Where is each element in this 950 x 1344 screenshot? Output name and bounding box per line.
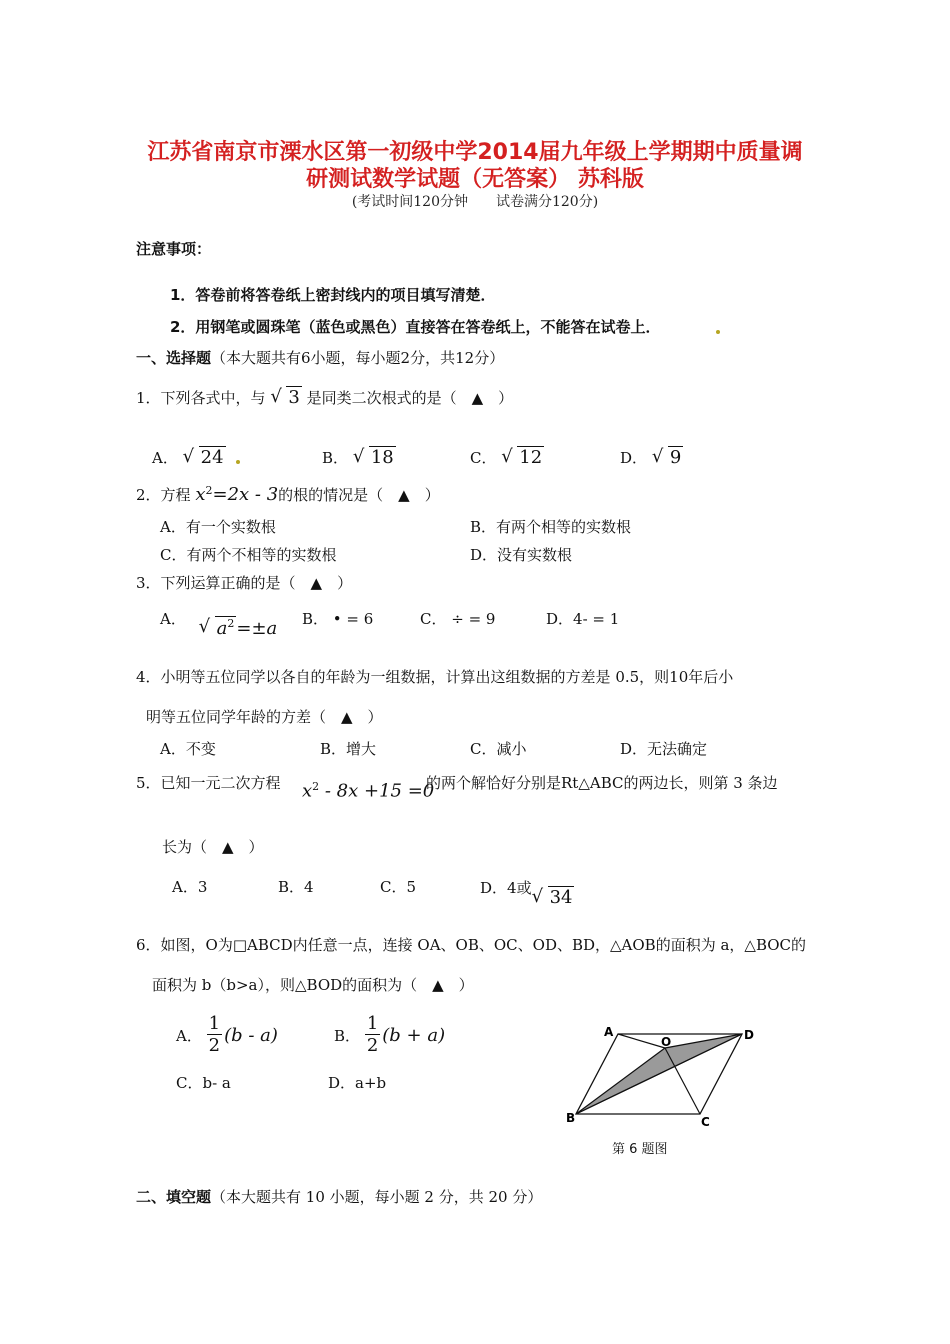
q6-stem-line1: 6．如图，O为□ABCD内任意一点，连接 OA、OB、OC、OD、BD，△AOB的面积为 a，△BOC的 [136,936,807,954]
q1-option-c: C． √ 12 [470,446,543,468]
q3-option-c: C． ÷ = 9 [420,610,496,628]
section2-note: （本大题共有 10 小题，每小题 2 分，共 20 分） [211,1188,543,1206]
q6-option-c: C．b- a [176,1074,231,1092]
section1-heading-row [136,347,504,368]
notice-heading: 注意事项： [136,240,212,258]
q2-stem: 2．方程 $x^2=2x - 3$的根的情况是（ ▲ ） [136,484,440,505]
q4-option-d: D．无法确定 [620,740,708,758]
q6-option-a: A． $\frac{1}{2}$ (b - a) [176,1013,278,1056]
q2-option-b: B．有两个相等的实数根 [470,518,632,536]
section1-heading: 一、选择题 [136,349,212,367]
q1-stem-text: 1．下列各式中，与 [136,389,266,407]
label-c: C [701,1115,710,1129]
q5-option-d: D．4或 √ 34 [480,879,573,908]
doc-title-line1: 江苏省南京市溧水区第一初级中学2014届九年级上学期期中质量调 [147,140,803,165]
stray-dot [716,330,720,334]
q5-option-b: B．4 [278,878,314,896]
q6-figure-caption: 第 6 题图 [612,1142,668,1157]
q2-option-c: C．有两个不相等的实数根 [160,546,337,564]
q3-option-d: D．4- = 1 [546,610,620,628]
section2-heading-row [136,1186,542,1207]
q6-option-d: D．a+b [328,1074,387,1092]
q5-stem-line2: 长为（ ▲ ） [162,838,264,856]
q2-option-d: D．没有实数根 [470,546,573,564]
doc-subtitle: (考试时间120分钟 试卷满分120分) [351,194,599,210]
q1-stem [136,386,513,408]
notice-item-2: 2．用钢笔或圆珠笔（蓝色或黑色）直接答在答卷纸上，不能答在试卷上． [170,318,661,336]
q6-figure [560,1018,770,1130]
q5-equation: $x^2 - 8x +15 =0$ [302,780,435,802]
doc-title-line2: 研测试数学试题（无答案） 苏科版 [306,167,644,192]
q6-option-b: B． $\frac{1}{2}$ (b + a) [334,1013,446,1056]
q4-option-b: B．增大 [320,740,377,758]
segment-oa [618,1034,665,1048]
q5-option-a: A．3 [172,878,208,896]
q1-radical: √ 3 [270,386,300,408]
q4-option-c: C．减小 [470,740,527,758]
q2-option-a: A．有一个实数根 [160,518,276,536]
q5-stem-b: 的两个解恰好分别是Rt△ABC的两边长，则第 3 条边 [426,774,778,792]
q5-option-c: C．5 [380,878,417,896]
section1-note: （本大题共有6小题，每小题2分，共12分） [211,349,505,367]
q1-option-b: B． √ 18 [322,446,394,468]
section2-heading: 二、填空题 [136,1188,212,1206]
q4-stem-line1: 4．小明等五位同学以各自的年龄为一组数据，计算出这组数据的方差是 0.5，则10年后小 [136,668,734,686]
q3-option-b: B． • = 6 [302,610,374,628]
stray-dot [236,460,240,464]
q3-option-a: A． √ $a^2 =\pm a$ [160,610,278,639]
q4-stem-line2: 明等五位同学年龄的方差（ ▲ ） [146,708,383,726]
q1-stem-tail: 是同类二次根式的是（ ▲ ） [306,389,514,407]
q3-stem: 3．下列运算正确的是（ ▲ ） [136,574,353,592]
q4-option-a: A．不变 [160,740,216,758]
label-o: O [661,1035,672,1049]
q1-option-a: A． √ 24 [152,446,224,468]
notice-item-1: 1．答卷前将答卷纸上密封线内的项目填写清楚． [170,286,496,304]
q1-option-d: D． √ 9 [620,446,682,468]
label-d: D [744,1028,754,1042]
label-b: B [566,1111,576,1125]
label-a: A [604,1025,614,1039]
q6-stem-line2: 面积为 b（b>a），则△BOD的面积为（ ▲ ） [152,976,474,994]
q5-stem-a: 5．已知一元二次方程 [136,774,281,792]
